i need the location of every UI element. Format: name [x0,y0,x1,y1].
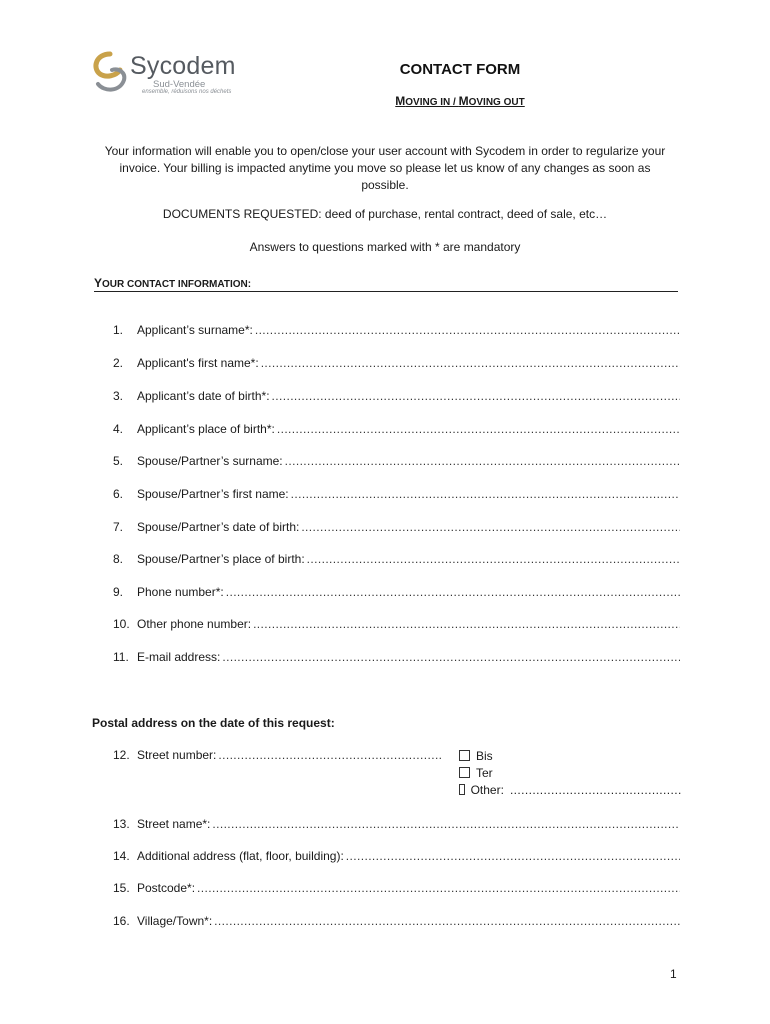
field-label: Postcode*: [137,881,196,895]
field-label: Village/Town*: [137,914,213,928]
field-label: Spouse/Partner’s surname: [137,454,283,468]
field-number: 10. [113,617,130,631]
field-spouse-pob[interactable] [113,552,680,570]
fill-line[interactable] [285,454,680,468]
field-label: Applicant’s date of birth*: [137,389,270,403]
field-number: 1. [113,323,124,337]
fill-line[interactable] [261,356,680,370]
swirl-icon [90,50,130,96]
checkbox-ter[interactable] [459,767,470,778]
field-number: 4. [113,422,124,436]
subtitle-cap-2: M [458,94,469,108]
field-street-name[interactable] [113,817,680,835]
fill-line[interactable] [226,585,680,599]
field-number: 16. [113,914,130,928]
fill-line[interactable] [253,617,680,631]
street-number-suffix-options [459,749,681,800]
field-number: 15. [113,881,130,895]
fill-line[interactable] [291,487,680,501]
option-label: Bis [476,749,493,763]
field-applicant-dob[interactable] [113,389,680,407]
field-postcode[interactable] [113,881,680,899]
field-number: 9. [113,585,124,599]
field-label: Street number: [137,748,217,762]
option-label: Ter [476,766,493,780]
logo-subname: Sud-Vendée [153,79,206,90]
field-phone[interactable] [113,585,680,603]
field-number: 12. [113,748,130,762]
fill-line[interactable] [346,849,680,863]
option-ter[interactable] [459,766,681,783]
field-number: 2. [113,356,124,370]
contact-section-heading [94,276,678,292]
page-title: CONTACT FORM [399,61,521,78]
fill-line[interactable] [218,748,443,762]
mandatory-note: Answers to questions marked with * are mandatory [249,240,521,254]
fill-line[interactable] [255,323,680,337]
field-additional-address[interactable] [113,849,680,867]
fill-line[interactable] [277,422,680,436]
contact-heading-cap: Y [94,276,103,290]
field-number: 11. [113,650,129,664]
logo-tagline: ensemble, réduisons nos déchets [142,89,232,95]
fill-line[interactable] [197,881,680,895]
field-number: 5. [113,454,124,468]
field-label: Spouse/Partner’s date of birth: [137,520,300,534]
field-number: 13. [113,817,130,831]
field-number: 6. [113,487,124,501]
field-number: 14. [113,849,130,863]
page-subtitle [340,94,580,108]
logo-name: Sycodem [130,52,236,80]
fill-line[interactable] [301,520,680,534]
field-street-number[interactable] [113,748,443,766]
field-number: 7. [113,520,124,534]
fill-line[interactable] [222,650,680,664]
field-applicant-surname[interactable] [113,323,680,341]
field-number: 8. [113,552,124,566]
fill-line[interactable] [212,817,680,831]
option-label: Other: [470,783,504,797]
field-label: Other phone number: [137,617,252,631]
intro-paragraph: Your information will enable you to open/close your user account with Sycodem in order to regularize your invoice. Your billing is impacted anytime you move so please let us know of any changes as soon as possible. [104,144,666,192]
checkbox-other[interactable] [459,784,465,795]
field-spouse-surname[interactable] [113,454,680,472]
field-number: 3. [113,389,124,403]
field-applicant-first-name[interactable] [113,356,680,374]
field-label: Applicant's first name*: [137,356,259,370]
option-bis[interactable] [459,749,681,766]
subtitle-cap-1: M [395,94,406,108]
documents-requested: DOCUMENTS REQUESTED: deed of purchase, rental contract, deed of sale, etc… [162,207,608,221]
fill-line[interactable] [272,389,680,403]
option-other[interactable] [459,783,681,800]
field-applicant-pob[interactable] [113,422,680,440]
field-label: E-mail address: [137,650,221,664]
checkbox-bis[interactable] [459,750,470,761]
fill-line[interactable] [214,914,680,928]
field-email[interactable] [113,650,680,668]
field-label: Spouse/Partner’s first name: [137,487,289,501]
postal-section-heading: Postal address on the date of this request: [92,716,335,730]
contact-heading-rest: OUR CONTACT INFORMATION: [102,279,252,290]
field-label: Additional address (flat, floor, building): [137,849,344,863]
field-label: Applicant’s place of birth*: [137,422,275,436]
field-spouse-first-name[interactable] [113,487,680,505]
field-label: Street name*: [137,817,211,831]
fill-line[interactable] [510,783,681,797]
sycodem-logo [90,50,250,100]
field-other-phone[interactable] [113,617,680,635]
field-label: Phone number*: [137,585,224,599]
field-label: Applicant’s surname*: [137,323,253,337]
fill-line[interactable] [307,552,680,566]
subtitle-part-1: OVING IN / [405,97,459,108]
field-spouse-dob[interactable] [113,520,680,538]
field-village-town[interactable] [113,914,680,932]
field-label: Spouse/Partner’s place of birth: [137,552,305,566]
subtitle-part-2: OVING OUT [468,97,525,108]
page-number: 1 [670,967,677,981]
